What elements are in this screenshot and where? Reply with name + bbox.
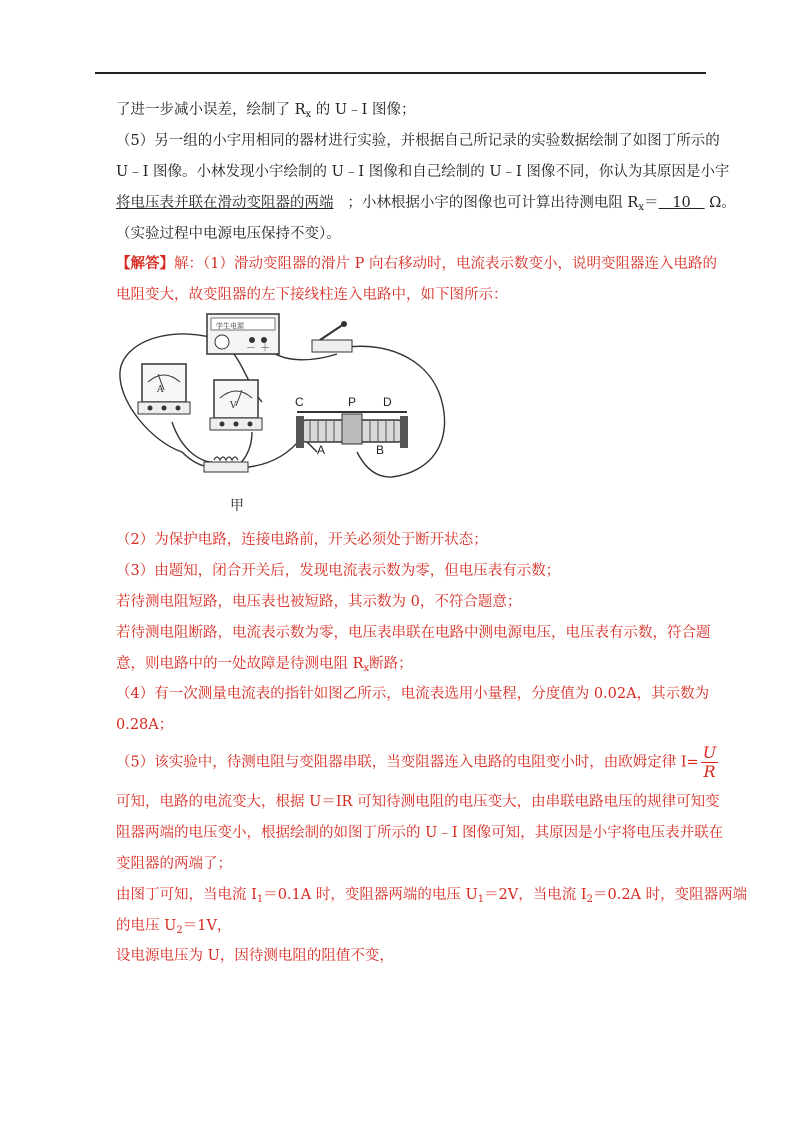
label-b: B — [376, 443, 385, 457]
header-rule — [95, 72, 706, 74]
switch — [312, 321, 352, 352]
answer-tag: 【解答】 — [116, 255, 174, 272]
answer-blank-reason: 将电压表并联在滑动变阻器的两端 — [116, 195, 334, 211]
answer-line-6: 由图丁可知，当电流 $I_1=0.1A$ 时，变阻器两端的电压 $U_1=2V$，当电流 $I_2=0.2A$ 时，变阻器两端 — [116, 887, 748, 905]
label-p: P — [348, 395, 357, 409]
answer-line-2: （2）为保护电路，连接电路前，开关必须处于断开状态； — [116, 532, 488, 548]
answer-line-5: （5）该实验中，待测电阻与变阻器串联，当变阻器连入电路的电阻变小时，由欧姆定律 I= $\frac{U}{R}$ — [116, 743, 717, 781]
question-line-3: U﹣I 图像。小林发现小宇绘制的 U﹣I 图像和自己绘制的 U﹣I 图像不同，你认为其原因是小宇 — [116, 164, 730, 180]
answer-line-5b: 可知，电路的电流变大，根据 U＝IR 可知待测电阻的电压变大，由串联电路电压的规律可知变 — [116, 794, 720, 810]
ammeter — [138, 364, 190, 414]
question-line-5: （实验过程中电源电压保持不变）。 — [116, 226, 341, 242]
answer-line-5d: 变阻器的两端了； — [116, 856, 232, 872]
wire-3 — [272, 352, 337, 360]
question-line-2: （5）另一组的小宇用相同的器材进行实验，并根据自己所记录的实验数据绘制了如图丁所示的 — [116, 133, 720, 149]
answer-line-5c: 阻器两端的电压变小，根据绘制的如图丁所示的 U﹣I 图像可知，其原因是小宇将电压表并联在 — [116, 825, 724, 841]
answer-line-4b: 0.28A； — [116, 717, 174, 733]
voltmeter — [210, 380, 262, 430]
answer-line-3c: 若待测电阻断路，电流表示数为零，电压表串联在电路中测电源电压，电压表有示数，符合题 — [116, 625, 711, 641]
wire-5 — [172, 422, 212, 462]
question-line-4: 将电压表并联在滑动变阻器的两端 ；小林根据小宇的图像也可计算出待测电阻 $R_x=$ 10 Ω。 — [116, 195, 736, 213]
ohms-law-fraction: $\frac{U}{R}$ — [702, 743, 717, 781]
svg-text:－: － — [246, 343, 256, 354]
answer-line-1b: 电阻变大，故变阻器的左下接线柱连入电路中，如下图所示： — [116, 287, 508, 303]
question-line-1: 了进一步减小误差，绘制了 $R_x$ 的 U﹣I 图像； — [116, 102, 416, 120]
answer-blank-value: 10 — [672, 195, 691, 211]
power-supply — [207, 314, 279, 354]
voltmeter-label: V — [230, 401, 237, 411]
answer-line-4: （4）有一次测量电流表的指针如图乙所示，电流表选用小量程，分度值为 0.02A，其示数为 — [116, 686, 710, 702]
svg-text:＋: ＋ — [260, 343, 270, 354]
answer-line-7: 的电压 $U_2=1V$， — [116, 918, 232, 936]
circuit-diagram — [112, 302, 452, 522]
answer-line-3b: 若待测电阻短路，电压表也被短路，其示数为 0，不符合题意； — [116, 594, 522, 610]
label-a: A — [317, 443, 326, 457]
answer-line-3d: 意，则电路中的一处故障是待测电阻 $R_x$断路； — [116, 656, 413, 674]
ammeter-label: A — [157, 385, 164, 395]
label-d: D — [383, 395, 392, 409]
power-supply-label: 学生电源 — [216, 322, 244, 330]
answer-line-1: 【解答】解：（1）滑动变阻器的滑片 P 向右移动时，电流表示数变小，说明变阻器连入电路的 — [116, 255, 717, 272]
label-c: C — [295, 395, 304, 409]
answer-line-8: 设电源电压为 U，因待测电阻的阻值不变， — [116, 948, 394, 964]
answer-line-3: （3）由题知，闭合开关后，发现电流表示数为零，但电压表有示数； — [116, 563, 561, 579]
figure-caption: 甲 — [230, 498, 244, 514]
test-resistor — [204, 457, 248, 472]
